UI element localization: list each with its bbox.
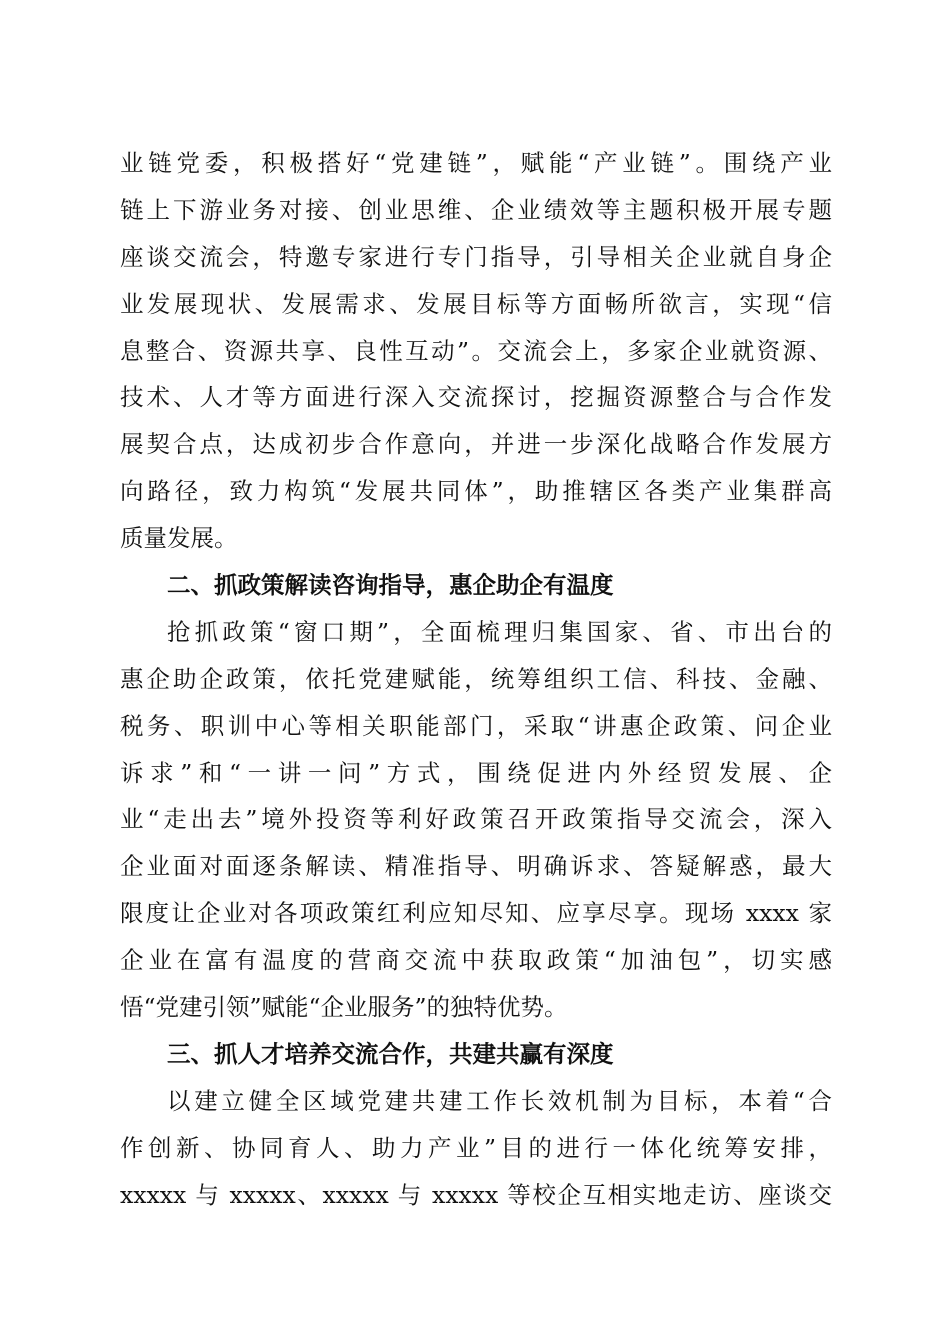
text-line: 质量发展。 [120,524,238,553]
text-line: 向路径，致力构筑“发展共同体”，助推辖区各类产业集群高 [120,477,832,506]
text-line: 链上下游业务对接、创业思维、企业绩效等主题积极开展专题 [120,195,832,224]
text-line: 业链党委，积极搭好“党建链”，赋能“产业链”。围绕产业 [120,149,832,177]
text-line: 惠企助企政策，依托党建赋能，统筹组织工信、科技、金融、 [120,664,832,693]
text-line: 作创新、协同育人、助力产业”目的进行一体化统筹安排， [120,1133,832,1162]
text-line: 座谈交流会，特邀专家进行专门指导，引导相关企业就自身企 [120,242,832,271]
text-line: 税务、职训中心等相关职能部门，采取“讲惠企政策、问企业 [120,711,832,740]
text-line: 抢抓政策“窗口期”，全面梳理归集国家、省、市出台的 [167,617,832,646]
section-heading: 三、抓人才培养交流合作，共建共赢有深度 [167,1039,614,1068]
text-line: 企业在富有温度的营商交流中获取政策“加油包”，切实感 [120,946,832,975]
text-line: 企业面对面逐条解读、精准指导、明确诉求、答疑解惑，最大 [120,852,832,881]
text-line: xxxxx 与 xxxxx、xxxxx 与 xxxxx 等校企互相实地走访、座谈交 [120,1180,832,1209]
text-line: 限度让企业对各项政策红利应知尽知、应享尽享。现场 xxxx 家 [120,899,832,928]
text-line: 业发展现状、发展需求、发展目标等方面畅所欲言，实现“信 [120,289,832,318]
text-line: 展契合点，达成初步合作意向，并进一步深化战略合作发展方 [120,430,832,459]
document-page [120,140,832,1218]
text-line: 悟“党建引领”赋能“企业服务”的独特优势。 [120,993,568,1022]
text-line: 以建立健全区域党建共建工作长效机制为目标，本着“合 [167,1086,832,1115]
text-line: 业“走出去”境外投资等利好政策召开政策指导交流会，深入 [120,805,832,834]
section-heading: 二、抓政策解读咨询指导，惠企助企有温度 [167,571,614,600]
text-line: 诉求”和“一讲一问”方式，围绕促进内外经贸发展、企 [120,758,832,787]
text-line: 技术、人才等方面进行深入交流探讨，挖掘资源整合与合作发 [120,383,832,412]
text-line: 息整合、资源共享、良性互动”。交流会上，多家企业就资源、 [120,336,832,365]
